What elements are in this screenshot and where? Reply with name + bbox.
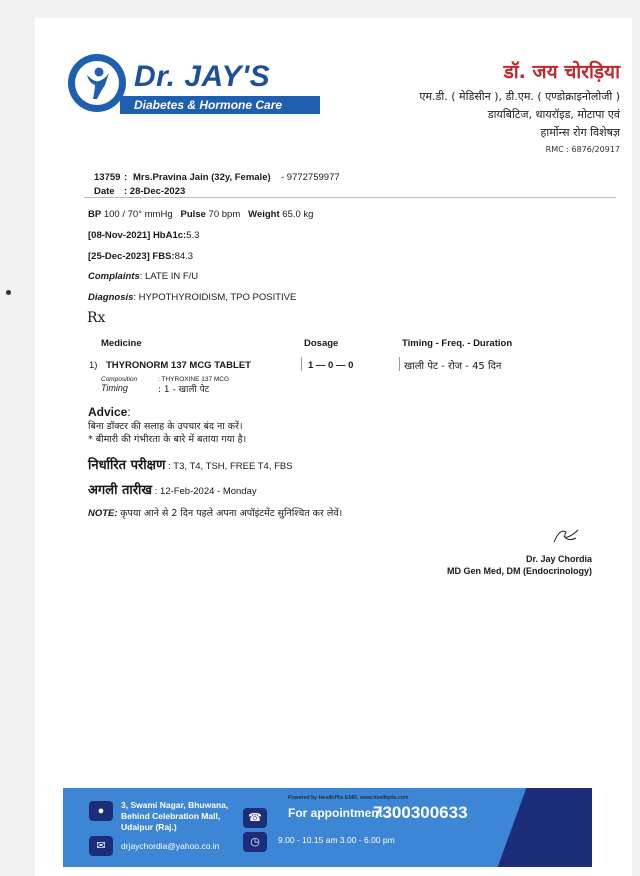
composition-value: : THYROXINE 137 MCG — [158, 376, 230, 383]
patient-name: Mrs.Pravina Jain (32y, Female) — [133, 172, 271, 183]
weight-label: Weight — [248, 209, 280, 220]
timing-header: Timing - Freq. - Duration — [402, 338, 513, 349]
lab-value: 5.3 — [186, 230, 200, 241]
mail-icon: ✉ — [89, 836, 113, 856]
pulse-label: Pulse — [180, 209, 206, 220]
cell-divider — [399, 357, 400, 371]
divider — [84, 197, 616, 198]
signature-name: Dr. Jay Chordia — [525, 554, 592, 564]
timing-detail: : 1 - खाली पेट — [158, 385, 210, 395]
cell-divider — [301, 357, 302, 371]
logo-title: Dr. JAY'S — [134, 60, 271, 93]
handwritten-signature — [550, 526, 580, 546]
appointment-phone[interactable]: 7300300633 — [373, 803, 468, 822]
advice-label: Advice — [88, 405, 128, 419]
specialty-line-1: डायबिटिज, थायरॉइड, मोटापा एवं — [487, 108, 620, 121]
medicine-dosage: 1 — 0 — 0 — [308, 360, 354, 371]
medicine-timing: खाली पेट - रोज - 45 दिन — [404, 361, 502, 372]
scan-spot — [6, 290, 11, 295]
rmc-number: RMC : 6876/20917 — [545, 145, 620, 154]
tests-value: : T3, T4, TSH, FREE T4, FBS — [168, 461, 293, 472]
diagnosis-value: : HYPOTHYROIDISM, TPO POSITIVE — [133, 292, 297, 303]
complaints — [88, 271, 198, 282]
patient-id: 13759 — [94, 172, 121, 183]
medicine-row-number: 1) — [89, 360, 98, 371]
signature-degree: MD Gen Med, DM (Endocrinology) — [447, 566, 592, 576]
appointment-label: For appointment : — [288, 806, 390, 820]
weight-value: 65.0 kg — [282, 209, 314, 220]
doctor-name-hindi: डॉ. जय चोरड़िया — [503, 61, 620, 83]
complaints-value: : LATE IN F/U — [139, 271, 199, 282]
address-line-2: Behind Celebration Mall, — [121, 811, 221, 821]
pulse-value: 70 bpm — [208, 209, 241, 220]
lab-value: 84.3 — [174, 251, 194, 262]
tests-row — [88, 455, 293, 473]
phone-icon: ☎ — [243, 808, 267, 828]
complaints-label: Complaints — [88, 271, 140, 282]
next-visit-label: अगली तारीख — [88, 483, 153, 498]
note-row — [88, 506, 342, 519]
clinic-hours: 9.00 - 10.15 am 3.00 - 6.00 pm — [278, 835, 395, 845]
note-label: NOTE: — [88, 508, 118, 519]
person-figure-icon — [75, 61, 119, 105]
lab-label: [08-Nov-2021] HbA1c: — [88, 230, 187, 241]
lab-label: [25-Dec-2023] FBS: — [88, 251, 175, 262]
advice-colon: : — [127, 405, 131, 419]
logo-emblem-icon — [68, 54, 126, 112]
diagnosis-label: Diagnosis — [88, 292, 134, 303]
qualification-hindi: एम.डी. ( मेडिसीन ), डी.एम. ( एण्डोक्राइनोलोजी ) — [419, 90, 620, 103]
clock-icon: ◷ — [243, 832, 267, 852]
tests-label: निर्धारित परीक्षण — [88, 458, 166, 473]
patient-phone: - 9772759977 — [281, 172, 340, 183]
advice-heading — [88, 405, 131, 419]
medicine-header: Medicine — [101, 338, 142, 349]
doctor-header-hindi — [419, 58, 620, 154]
note-value: कृपया आने से 2 दिन पहले अपना अपॉइंटमेंट सुनिश्चित कर लेवें। — [120, 508, 343, 519]
address-line-3: Udaipur (Raj.) — [121, 822, 177, 832]
address-line-1: 3, Swami Nagar, Bhuwana, — [121, 800, 229, 810]
rx-symbol: Rx — [87, 310, 106, 326]
vitals-row: BP 100 / 70° mmHg Pulse 70 bpm Weight 65.0 kg — [88, 209, 314, 220]
visit-date: : 28-Dec-2023 — [124, 186, 186, 197]
bp-unit: mmHg — [144, 209, 173, 220]
next-visit-row — [88, 480, 257, 498]
footer-banner — [63, 788, 592, 867]
location-pin-icon: ● — [89, 801, 113, 821]
diagnosis — [88, 292, 296, 303]
dosage-header: Dosage — [304, 338, 339, 349]
email[interactable]: drjaychordia@yahoo.co.in — [121, 841, 220, 851]
timing-label: Timing — [101, 383, 128, 393]
lab-fbs — [88, 251, 193, 262]
date-label: Date — [94, 186, 115, 197]
next-visit-value: : 12-Feb-2024 - Monday — [154, 486, 257, 497]
medicine-name: THYRONORM 137 MCG TABLET — [106, 360, 251, 371]
specialty-line-2: हार्मोन्स रोग विशेषज्ञ — [540, 126, 620, 139]
bp-value: 100 / 70 — [103, 209, 139, 220]
advice-line-1: बिना डॉक्टर की सलाह के उपचार बंद ना करें। — [88, 421, 243, 432]
lab-hba1c — [88, 230, 199, 241]
footer-accent — [498, 788, 592, 867]
logo-subtitle: Diabetes & Hormone Care Centre — [120, 96, 320, 114]
patient-id-sep: : — [124, 172, 128, 183]
composition-label: Composition — [101, 376, 138, 383]
bp-label: BP — [88, 209, 102, 220]
clinic-logo — [68, 54, 323, 130]
advice-line-2: * बीमारी की गंभीरता के बारे में बताया गया है। — [88, 434, 247, 445]
powered-by: Powered by HealthPlix EMR. www.healthplix.com — [288, 795, 409, 801]
